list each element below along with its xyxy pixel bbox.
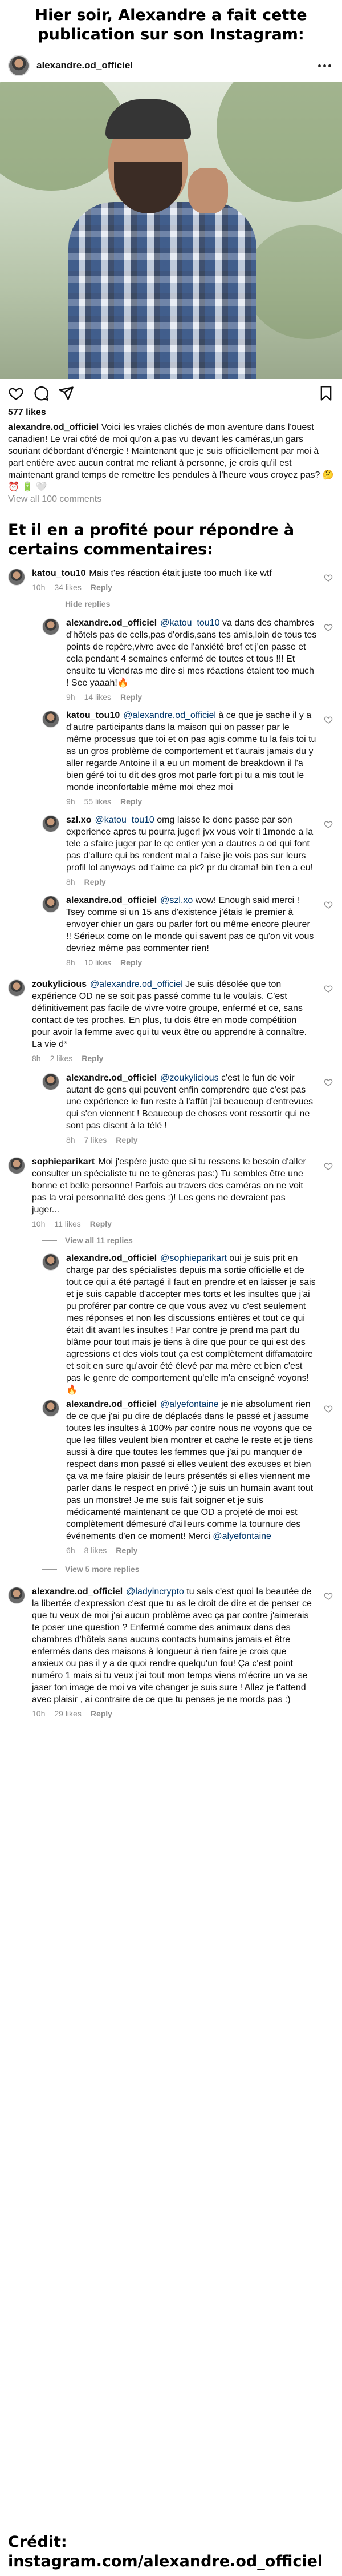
mention-link[interactable]: @alyefontaine — [160, 1400, 219, 1409]
mention-link[interactable]: @alexandre.od_officiel — [90, 979, 183, 989]
comment-username[interactable]: katou_tou10 — [32, 569, 86, 578]
comment-likes[interactable]: 34 likes — [54, 583, 82, 592]
like-heart-icon[interactable] — [324, 715, 333, 724]
post-actions — [0, 379, 342, 408]
avatar[interactable] — [42, 618, 59, 635]
comment-username[interactable]: alexandre.od_officiel — [66, 1400, 157, 1409]
section-heading-block — [0, 507, 342, 567]
comment-likes[interactable]: 2 likes — [50, 1054, 73, 1063]
comment-time: 9h — [66, 692, 75, 702]
comment-time: 9h — [66, 797, 75, 806]
reply-comment — [42, 814, 334, 890]
avatar[interactable] — [42, 1073, 59, 1090]
comment-text: wow! Enough said merci ! Tsey comme si un 15 ans d'existence j'étais le premier à envoyer chier un gars ou parler fort ou même encore pleurer !! Sérieux come on le monde qui savent pas ce qu'on vit vous devriez même pas commenter rien! — [66, 896, 314, 953]
comment-time: 10h — [32, 583, 46, 592]
like-heart-icon[interactable] — [324, 1591, 333, 1601]
comment-username[interactable]: zoukylicious — [32, 979, 87, 989]
comment-username[interactable]: alexandre.od_officiel — [66, 896, 157, 905]
comment — [8, 567, 334, 595]
replies-block — [8, 1232, 334, 1578]
post-caption — [0, 420, 342, 493]
mention-link[interactable]: @alexandre.od_officiel — [123, 711, 216, 720]
reply-button[interactable]: Reply — [90, 1709, 112, 1718]
mention-link[interactable]: @katou_tou10 — [95, 815, 154, 825]
comment-username[interactable]: alexandre.od_officiel — [66, 1073, 157, 1083]
view-replies-toggle[interactable]: View all 11 replies — [42, 1232, 334, 1249]
reply-button[interactable]: Reply — [84, 877, 106, 886]
comment-text: tu sais c'est quoi la beautée de la libertée d'expression c'est que tu as le droit de dire et de penser ce que tu veux de moi j'ai aucun problème avec ça par contre j'aimerais te poser une question ? Enfermé comme des animaux dans des chambres d'hôtels sans aucuns contacts humains jamais et être enfermés dans des maisons à longueur à rien faire je crois que anxieux ou pas il y a de quoi rendre quelqu'un fou! Ça c'est point numéro 1 mais si tu veux j'ai tout mon temps viens m'écrire un va se jaser ton image de moi va vite changer je suis sure ! Allez je t'attend avec plaisir , ai contraire de ce que tu penses je ne mords pas :) — [32, 1587, 312, 1704]
comment-meta — [32, 579, 315, 595]
comment-likes[interactable]: 7 likes — [84, 1135, 107, 1144]
comment-likes[interactable]: 55 likes — [84, 797, 112, 806]
avatar[interactable] — [42, 711, 59, 728]
comment-username[interactable]: katou_tou10 — [66, 711, 120, 720]
comment-time: 8h — [66, 1135, 75, 1144]
comment-likes[interactable]: 29 likes — [54, 1709, 82, 1718]
post-likes[interactable]: 577 likes — [8, 408, 46, 417]
comment-text: c'est le fun de voir autant de gens qui peuvent enfin comprendre que c'est pas une expérience le fun reste à l'affût j'ai beaucoup d'entrevues qui s'en viennent ! Beaucoup de choses vont ressortir qui ne sont pas disent à la télé ! — [66, 1073, 314, 1131]
like-heart-icon[interactable] — [324, 1404, 333, 1413]
reply-button[interactable]: Reply — [116, 1546, 138, 1555]
comment-time: 10h — [32, 1709, 46, 1718]
like-heart-icon[interactable] — [324, 820, 333, 829]
replies-block — [8, 1072, 334, 1148]
top-heading-block — [0, 0, 342, 49]
avatar[interactable] — [8, 1157, 25, 1174]
comment-meta — [66, 874, 317, 890]
section-heading: Et il en a profité pour répondre à certains commentaires: — [8, 521, 295, 558]
post-photo[interactable] — [0, 82, 342, 379]
reply-comment — [42, 617, 334, 705]
comment-time: 10h — [32, 1219, 46, 1228]
like-heart-icon[interactable] — [324, 1162, 333, 1171]
like-heart-icon[interactable] — [324, 623, 333, 632]
reply-comment — [42, 1398, 334, 1558]
more-options-icon[interactable] — [315, 58, 334, 73]
credit-footer: Crédit: instagram.com/alexandre.od_officiel — [8, 2533, 323, 2570]
avatar[interactable] — [42, 1253, 59, 1271]
comment-text: je nie absolument rien de ce que j'ai pu dire de déplacés dans le passé et j'assume toutes les insultes à 100% par contre nous ne voyons que ce que les filles veulent bien montrer et cache le reste et je tiens aussi à dire que toutes les femmes que j'ai pu manquer de respect dans mon passé si elles veulent des excuses et bien ça va me faire plaisir de leurs présentés si elles viennent me parler dans le respect en privé :) je suis un humain avant tout pas un monstre! Je me suis fait soigner et je suis médicamenté maintenant ce que OD a projeté de moi est complètement démesuré d'ailleurs comme la tournure des événements d'en ce moment! Merci — [66, 1400, 314, 1541]
comment-likes[interactable]: 11 likes — [54, 1219, 81, 1228]
comment-meta — [66, 689, 317, 705]
comment-text: Moi j'espère juste que si tu ressens le besoin d'aller consulter un spécialiste tu ne te gêneras pas:) Tu sembles être une bonne et belle personne! Parfois au travers des caméras on ne voit pas la vrai personnalité des gens :)! Les gens ne devraient pas juger... — [32, 1157, 306, 1215]
comment — [8, 978, 334, 1066]
comment-meta — [66, 1542, 317, 1558]
avatar[interactable] — [42, 1400, 59, 1417]
comment-username[interactable]: sophieparikart — [32, 1157, 95, 1167]
mention-link[interactable]: @katou_tou10 — [160, 618, 220, 628]
comments-list — [0, 567, 342, 1722]
comment-text: omg laisse le donc passe par son experience apres tu pourra juger! jvx vous voir ti 1monde a la tele a sfaire juger par le qc entier yen a dautres a od qui font pas d'allure qui bs rendent mal a l'aise jle vois pas sur leurs profil lol anyways od t'aime ca pk? pr du drama! bin t'en a eu! — [66, 815, 314, 873]
like-heart-icon[interactable] — [324, 900, 333, 909]
post-username[interactable]: alexandre.od_officiel — [36, 60, 133, 71]
comment-time: 8h — [66, 958, 75, 967]
avatar[interactable] — [42, 896, 59, 913]
comment — [8, 1156, 334, 1232]
reply-button[interactable]: Reply — [120, 797, 142, 806]
mention-link[interactable]: @ladyincrypto — [126, 1587, 184, 1597]
comment-meta — [32, 1050, 315, 1066]
comment-text: Je suis désolée que ton expérience OD ne se soit pas passé comme tu le voulais. C'est définitivement pas facile de vivre votre groupe, enfermé et ce, sans contact de tes proches. En plus, tu dois être en mode compétition pour avoir la femme avec qui tu veux être ou apprendre à connaître. La vie d* — [32, 979, 307, 1049]
comment-username[interactable]: alexandre.od_officiel — [32, 1587, 123, 1597]
heart-icon[interactable] — [8, 385, 24, 401]
reply-comment — [42, 709, 334, 809]
post-header — [0, 49, 342, 82]
comment-likes[interactable]: 8 likes — [84, 1546, 107, 1555]
comment-meta — [66, 793, 317, 809]
comment-meta — [66, 1132, 317, 1148]
reply-comment — [42, 1072, 334, 1148]
comment-username[interactable]: alexandre.od_officiel — [66, 618, 157, 628]
comment-time: 8h — [66, 877, 75, 886]
comment-username[interactable]: szl.xo — [66, 815, 92, 825]
comment-likes[interactable]: 14 likes — [84, 692, 112, 702]
comment-meta — [32, 1216, 315, 1232]
reply-button[interactable]: Reply — [120, 958, 142, 967]
comment-text: Mais t'es réaction était juste too much like wtf — [89, 569, 272, 578]
reply-button[interactable]: Reply — [89, 1219, 112, 1228]
replies-block — [8, 595, 334, 970]
like-heart-icon[interactable] — [324, 1078, 333, 1087]
comment-meta — [32, 1706, 315, 1722]
comment-time: 8h — [32, 1054, 41, 1063]
avatar[interactable] — [8, 55, 30, 76]
reply-comment — [42, 1252, 334, 1396]
bookmark-icon[interactable] — [318, 385, 334, 401]
top-heading: Hier soir, Alexandre a fait cette publication sur son Instagram: — [35, 6, 307, 43]
reply-button[interactable]: Reply — [120, 692, 142, 702]
mention-link[interactable]: @sophieparikart — [160, 1253, 227, 1263]
avatar[interactable] — [8, 569, 25, 586]
comment-icon[interactable] — [33, 385, 49, 401]
comment-username[interactable]: alexandre.od_officiel — [66, 1253, 157, 1263]
reply-comment — [42, 894, 334, 970]
reply-button[interactable]: Reply — [90, 583, 112, 592]
hide-replies-toggle[interactable]: Hide replies — [42, 595, 334, 612]
comment-text: oui je suis prit en charge par des spécialistes depuis ma sortie officielle et de tout ce qui a été partagé il faut en prendre et en laisser je sais et je suis capable d'accepter mes torts et les insultes que j'ai pu proférer par contre ce que vous avez vu c'est seulement mes réponses et non les discussions entières et tout ce qui était dit avant les insultes ! Par contre je prend ma part du blâme pour tout mais je tiens à dire que pour ce qui est des agressions et des viols tout ça est complètement diffamatoire et soit en sure qu'avoir été élevé par ma mère et bien c'est pas le genre de comportement qu'elle m'a enseigné voyons!🔥 — [66, 1253, 316, 1395]
reply-button[interactable]: Reply — [116, 1135, 138, 1144]
mention-link[interactable]: @zoukylicious — [160, 1073, 219, 1083]
comment-text: va dans des chambres d'hôtels pas de cells,pas d'ordis,sans tes amis,loin de tous tes points de repère,vivre avec de l'anxiété bref et j'en passe et cela pendant 4 semaines enfermé de toutes et tous !!! Et ensuite tu viendras me dire si mes réactions étaient too much ! See yaaah!🔥 — [66, 618, 317, 688]
comment — [8, 1586, 334, 1722]
caption-text: Voici les vraies clichés de mon aventure dans l'ouest canadien! Le vrai côté de moi qu'on a pas vu devant les caméras,un gars souriant débordant d'énergie ! Maintenant que je suis officiellement par moi à part entière avec aucun contrat me reliant à personne, je crois qu'il est maintenant grand temps de remettre les pendules à l'heure vous croyez pas? 🤔 ⏰ 🔋 🤍 — [8, 422, 334, 492]
avatar[interactable] — [42, 815, 59, 832]
comment-time: 6h — [66, 1546, 75, 1555]
comment-meta — [66, 954, 317, 970]
like-heart-icon[interactable] — [324, 573, 333, 582]
view-all-comments-link[interactable]: View all 100 comments — [8, 494, 102, 504]
caption-username[interactable]: alexandre.od_officiel — [8, 422, 99, 432]
share-icon[interactable] — [58, 385, 74, 401]
avatar[interactable] — [8, 979, 25, 997]
like-heart-icon[interactable] — [324, 984, 333, 993]
mention-link[interactable]: @alyefontaine — [213, 1531, 271, 1541]
mention-link[interactable]: @szl.xo — [160, 896, 193, 905]
reply-button[interactable]: Reply — [82, 1054, 104, 1063]
view-more-replies-toggle[interactable]: View 5 more replies — [42, 1561, 334, 1578]
avatar[interactable] — [8, 1587, 25, 1604]
comment-likes[interactable]: 10 likes — [84, 958, 112, 967]
comment-text: à ce que je sache il y a d'autre participants dans la maison qui on passer par le même processus que toi et on pas agis comme tu la fais toi tu as un gros problème de comportement et t'aurais jamais du y aller regarde Antoine il a eu un moment de breakdown il l'a bien géré toi tu dit des gros mot parle fort pi tu a mis tout le monde inconfortable même moi chez moi — [66, 711, 316, 792]
